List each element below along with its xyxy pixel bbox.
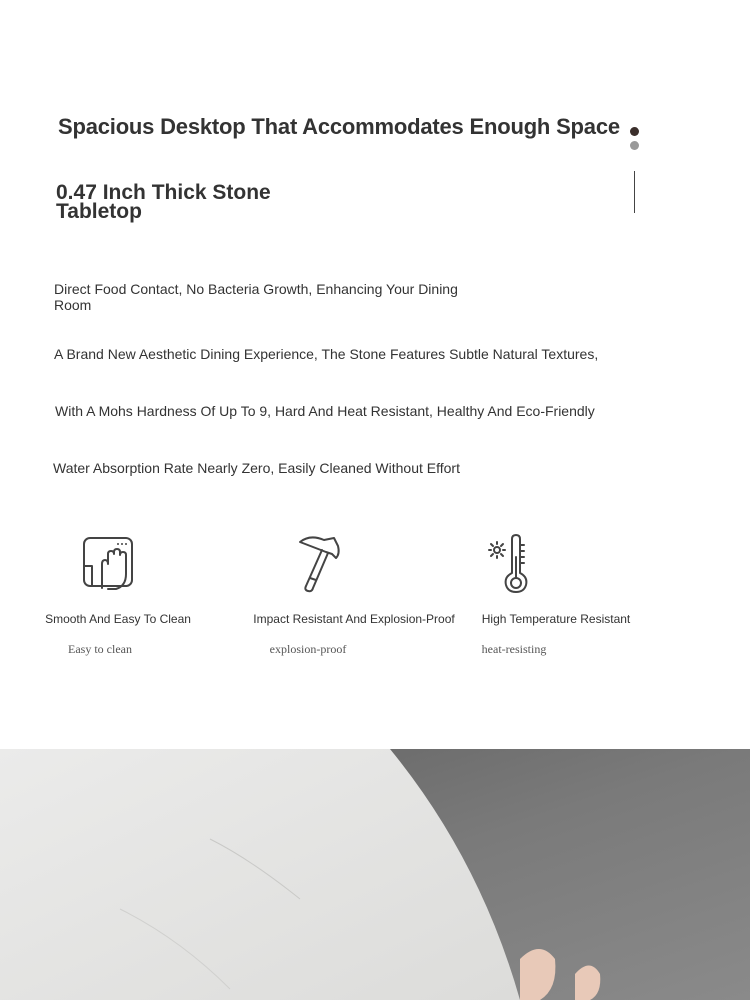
hammer-icon xyxy=(288,532,348,594)
carousel-dot-active[interactable] xyxy=(630,127,639,136)
divider-line xyxy=(634,171,635,213)
section-subtitle: 0.47 Inch Thick Stone Tabletop xyxy=(56,181,271,223)
icon-sublabel: explosion-proof xyxy=(269,642,347,656)
section-title: Spacious Desktop That Accommodates Enough Space xyxy=(58,114,620,139)
hand-wipe-icon xyxy=(78,534,138,596)
icon-sublabel: heat-resisting xyxy=(481,642,547,656)
tabletop-photo xyxy=(0,749,750,1000)
icon-sublabel: Easy to clean xyxy=(68,642,132,656)
icon-label: Impact Resistant And Explosion-Proof xyxy=(253,612,455,626)
feature-text: Water Absorption Rate Nearly Zero, Easily Cleaned Without Effort xyxy=(53,460,460,476)
feature-text: With A Mohs Hardness Of Up To 9, Hard And Heat Resistant, Healthy And Eco-Friendly xyxy=(55,403,595,419)
thermometer-icon xyxy=(486,533,546,595)
carousel-dot[interactable] xyxy=(630,141,639,150)
lead-text: Direct Food Contact, No Bacteria Growth, Enhancing Your Dining Room xyxy=(54,281,458,313)
feature-text: A Brand New Aesthetic Dining Experience, The Stone Features Subtle Natural Textures, xyxy=(54,346,599,362)
icon-label: High Temperature Resistant xyxy=(481,612,631,626)
icon-label: Smooth And Easy To Clean xyxy=(45,612,191,626)
